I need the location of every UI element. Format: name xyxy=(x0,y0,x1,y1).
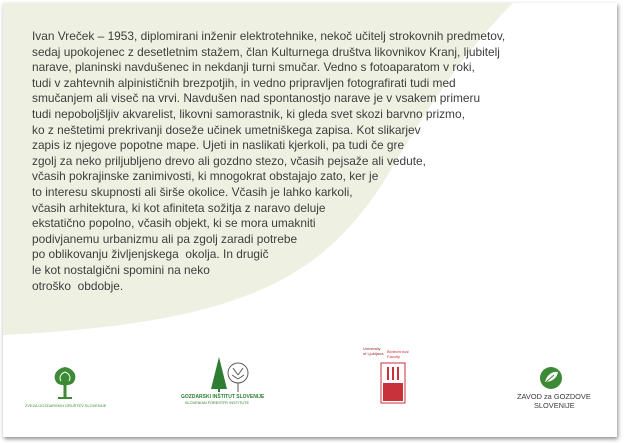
paragraph-line: le kot nostalgični spomini na neko xyxy=(32,262,210,277)
logo3-line2: of Ljubljana xyxy=(363,351,384,356)
logo1-text: ZVEZA GOZDARSKIH DRUŠTEV SLOVENIJE xyxy=(25,403,107,408)
paragraph-line: tudi v zahtevnih alpinističnih brezpotjih, in vedno pripravljen fotografirati tudi med xyxy=(32,75,456,90)
paragraph-line: ekstatično popolno, včasih objekt, ki se mora umakniti xyxy=(32,216,316,231)
paragraph-line: smučanjem ali viseč na vrvi. Navdušen nad spontanostjo narave je v vsakem primeru xyxy=(32,91,481,106)
logo3-line4: Faculty xyxy=(387,354,400,359)
logo-gozdarski-institut xyxy=(181,355,267,411)
trees-logo-icon xyxy=(181,355,267,393)
paragraph-line: otroško obdobje. xyxy=(32,278,124,293)
logo2-line2: SLOVENIAN FORESTRY INSTITUTE xyxy=(185,401,249,405)
paragraph-line: zgolj za neko priljubljeno drevo ali gozdno stezo, včasih pejsaže ali vedute, xyxy=(32,153,426,168)
leaf-circle-logo-icon xyxy=(511,365,595,391)
logo2-line1: GOZDARSKI INŠTITUT SLOVENIJE xyxy=(181,394,265,400)
logo4-line2: SLOVENIJE xyxy=(534,401,575,410)
logo3-line3: Biotechnical xyxy=(387,349,409,354)
logo-zavod-za-gozdove xyxy=(511,365,595,415)
document-card xyxy=(3,3,617,437)
logo4-line1: ZAVOD za GOZDOVE xyxy=(517,392,591,401)
logo-biotechnical-faculty xyxy=(363,346,427,410)
paragraph-line: po oblikovanju življenjskega okolja. In drugič xyxy=(32,247,269,262)
paragraph-line: to interesu skupnosti ali širše okolice. Včasih je lahko karkoli, xyxy=(32,184,353,199)
paragraph-line: včasih pokrajinske zanimivosti, ki mnogokrat obstajajo zato, ker je xyxy=(32,169,379,184)
paragraph-line: tudi nepobolјšljiv akvarelist, likovni samorastnik, ki gleda svet skozi barvno prizmo, xyxy=(32,106,465,121)
paragraph-line: podivjanemu urbanizmu ali pa zgolj zaradi potrebe xyxy=(32,231,298,246)
paragraph-line: Ivan Vreček – 1953, diplomirani inženir elektrotehnike, nekoč učitelj strokovnih predmetov, xyxy=(32,29,506,43)
logo3-line1: University xyxy=(363,346,381,351)
paragraph-line: ko z neštetimi prekrivanji doseže učinek umetniškega zapisa. Kot slikarjev xyxy=(32,122,421,137)
faculty-logo-icon xyxy=(379,361,409,405)
biography-paragraph xyxy=(32,29,617,294)
paragraph-line: zapis iz njegove popotne mape. Ujeti in naslikati kjerkoli, pa tudi če gre xyxy=(32,138,405,153)
paragraph-line: včasih arhitektura, ki kot afiniteta sožitja z naravo deluje xyxy=(32,200,326,215)
tree-logo-icon xyxy=(25,365,105,401)
paragraph-line: narave, planinski navdušenec in nekdanji turni smučar. Vedno s fotoaparatom v roki, xyxy=(32,60,475,75)
logo-zveza-gozdarskih-drustev xyxy=(25,365,105,413)
paragraph-line: sedaj upokojenec z desetletnim stažem, član Kulturnega društva likovnikov Kranj, ljubitelj xyxy=(32,44,500,59)
